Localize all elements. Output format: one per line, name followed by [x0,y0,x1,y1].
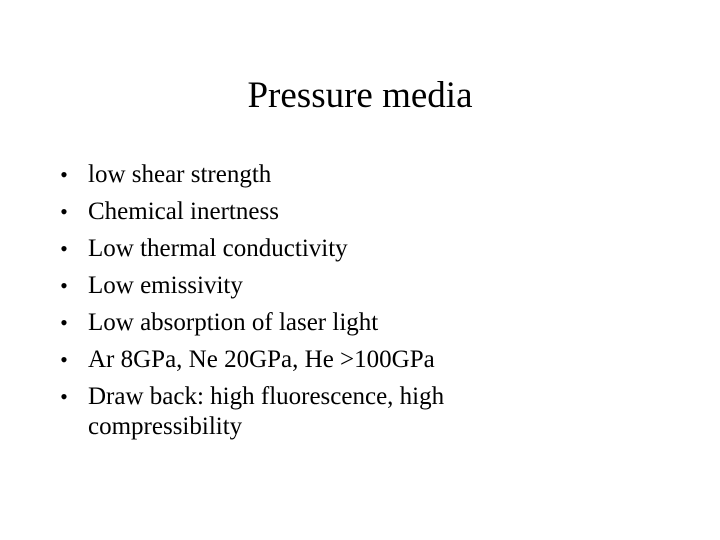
bullet-icon: • [60,236,68,261]
bullet-icon: • [60,347,68,372]
bullet-icon: • [60,162,68,187]
bullet-icon: • [60,310,68,335]
bullet-item [56,160,656,190]
bullet-text: Draw back: high fluorescence, high compressibility [88,383,445,440]
bullet-text: Chemical inertness [88,198,279,225]
bullet-item [56,345,656,375]
bullet-item [56,234,656,264]
bullet-icon: • [60,384,68,409]
bullet-text: Low absorption of laser light [88,309,379,336]
slide-title-text: Pressure media [247,75,473,116]
bullet-list [56,160,656,449]
bullet-text: Ar 8GPa, Ne 20GPa, He >100GPa [88,346,435,373]
bullet-text: Low emissivity [88,272,243,299]
bullet-icon: • [60,199,68,224]
bullet-item [56,197,656,227]
bullet-text: low shear strength [88,161,272,188]
slide-title [0,74,720,118]
bullet-text: Low thermal conductivity [88,235,348,262]
bullet-item [56,382,656,442]
bullet-item [56,271,656,301]
bullet-item [56,308,656,338]
bullet-icon: • [60,273,68,298]
